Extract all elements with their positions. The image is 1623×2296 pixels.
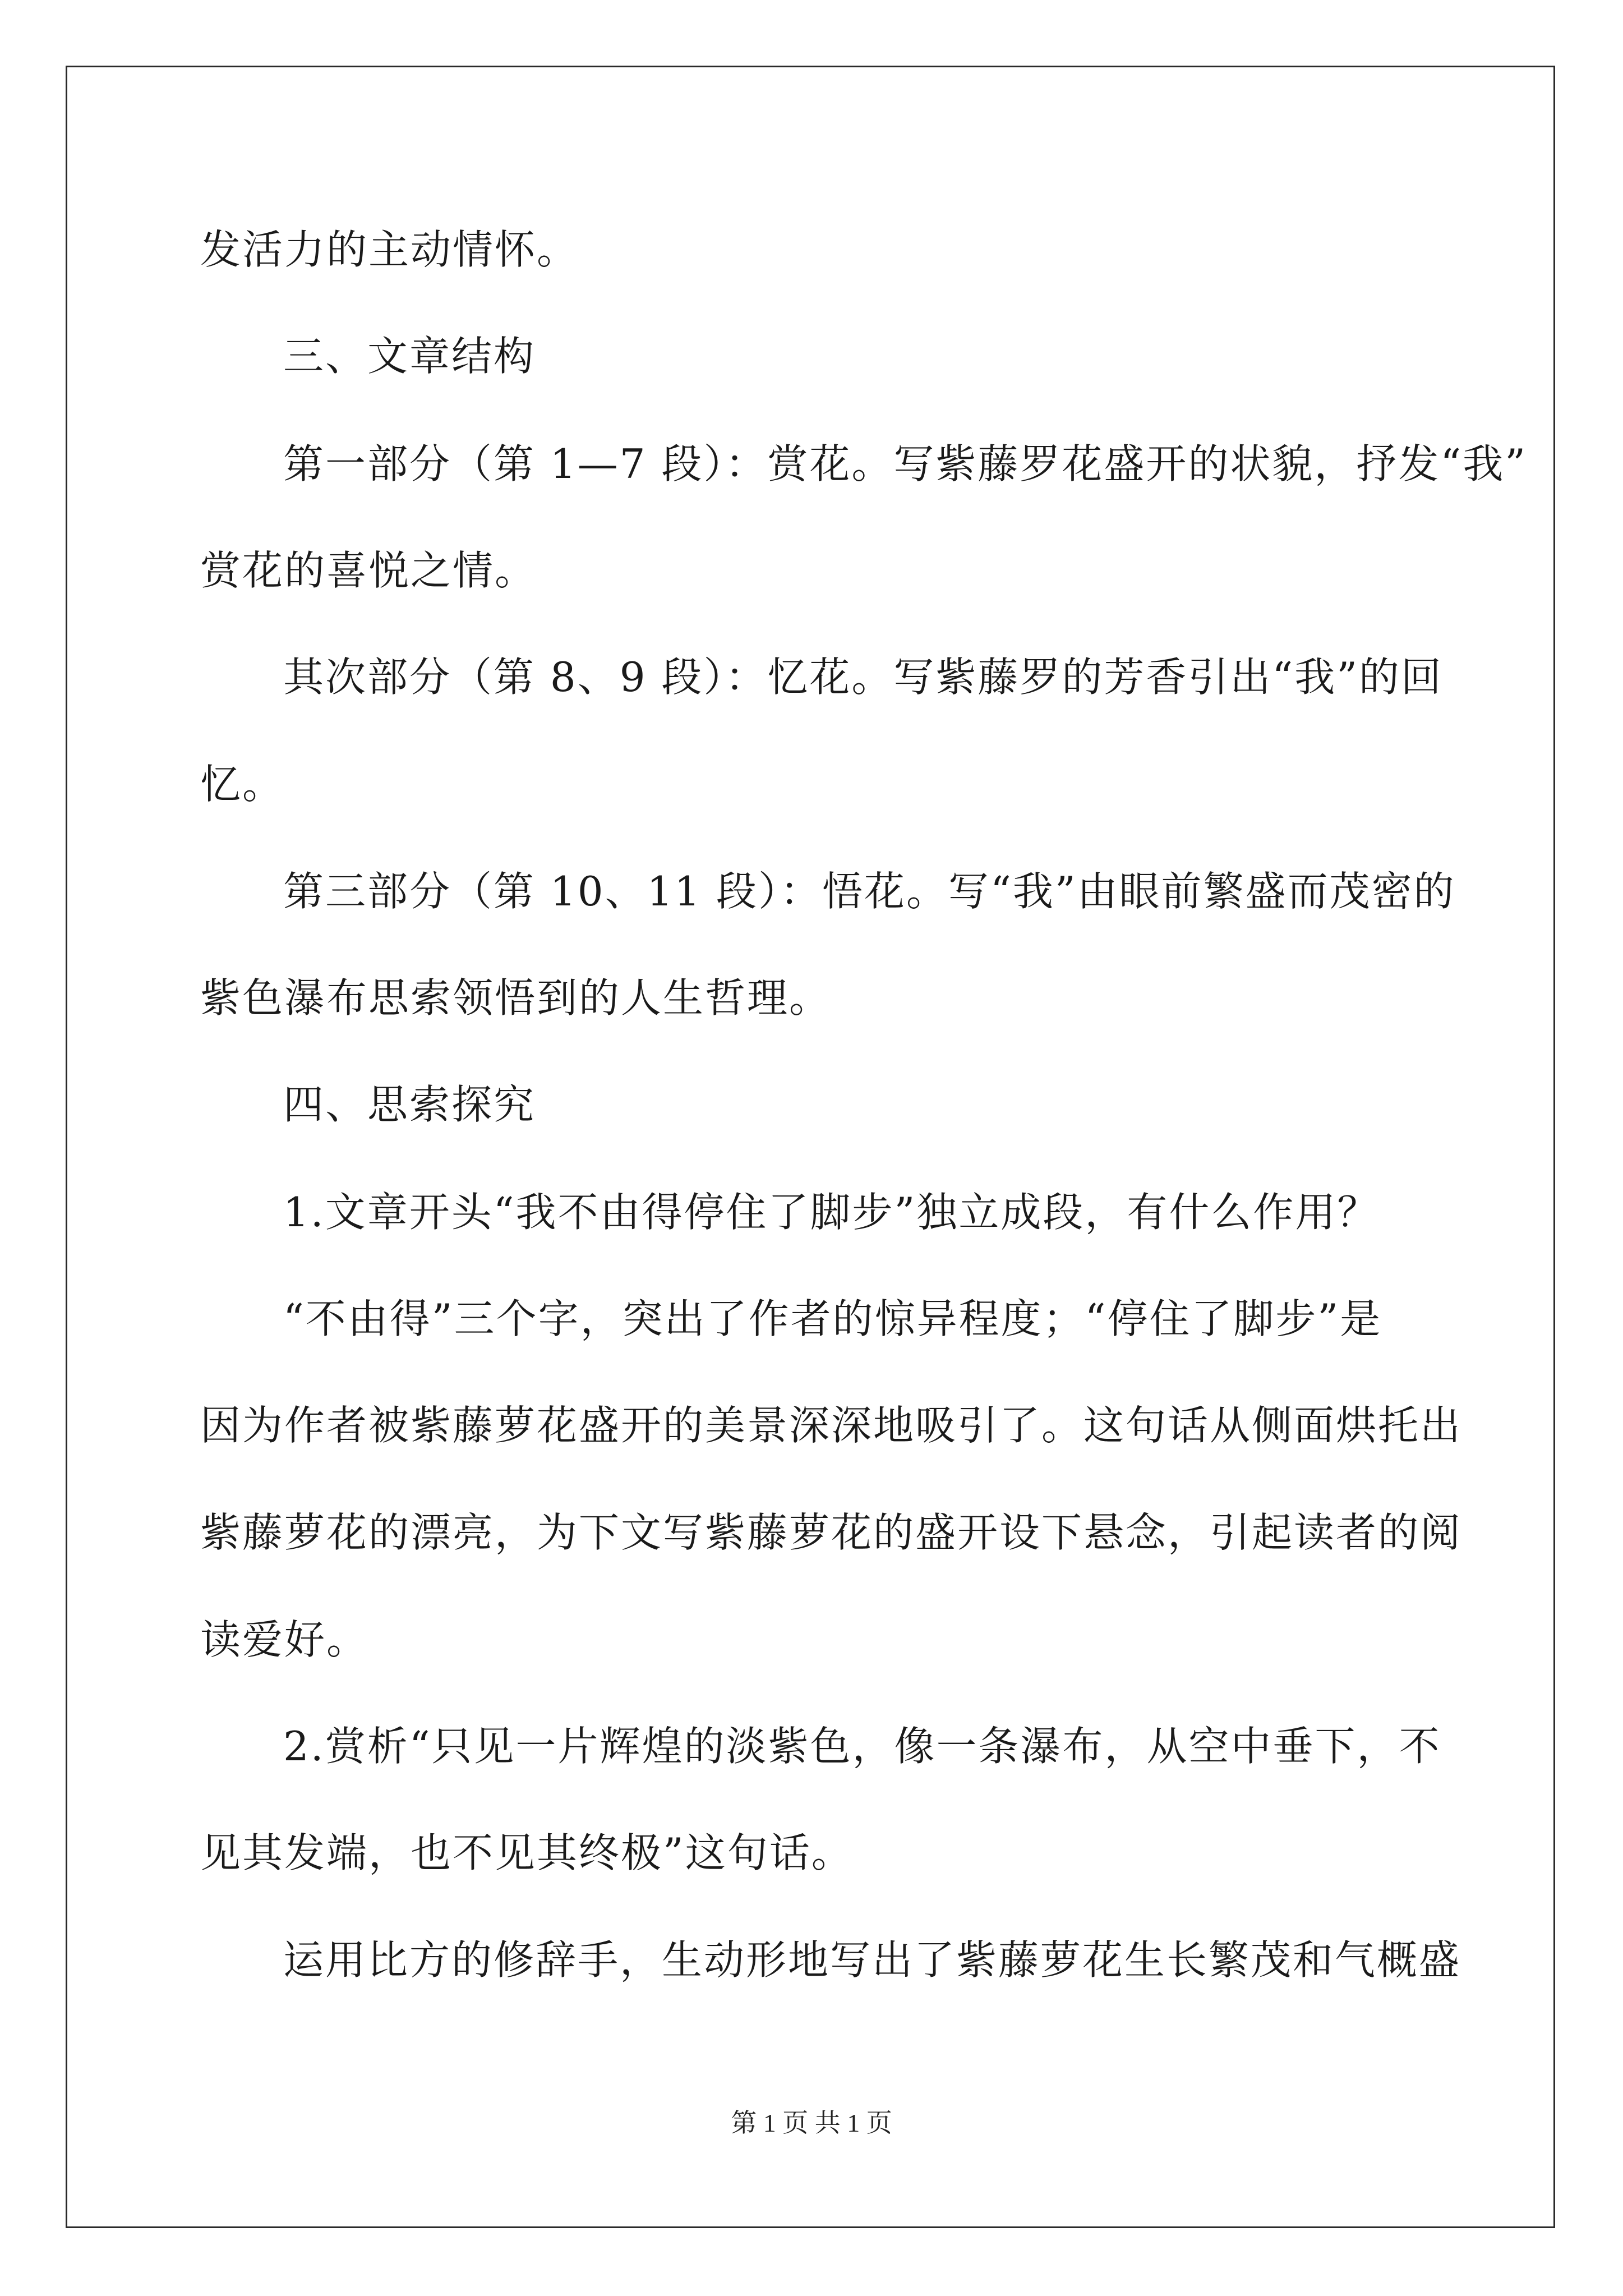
text-line: 忆。: [200, 761, 285, 808]
text-line: 见其发端，也不见其终极”这句话。: [200, 1829, 854, 1876]
text-line: 其次部分（第 8、9 段）：忆花。写紫藤罗的芳香引出“我”的回: [283, 654, 1444, 701]
text-line: 因为作者被紫藤萝花盛开的美景深深地吸引了。这句话从侧面烘托出: [200, 1402, 1463, 1449]
text-line: 读爱好。: [200, 1616, 369, 1663]
text-line: 运用比方的修辞手，生动形地写出了紫藤萝花生长繁茂和气概盛: [283, 1936, 1461, 1984]
question-1: 1.文章开头“我不由得停住了脚步”独立成段，有什么作用？: [283, 1189, 1380, 1236]
page-number: 第 1 页 共 1 页: [731, 2109, 892, 2137]
text-line: 赏花的喜悦之情。: [200, 547, 537, 594]
question-2: 2.赏析“只见一片辉煌的淡紫色，像一条瀑布，从空中垂下，不: [283, 1723, 1441, 1770]
text-line: 第三部分（第 10、11 段）：悟花。写“我”由眼前繁盛而茂密的: [283, 868, 1456, 915]
text-line: 紫色瀑布思索领悟到的人生哲理。: [200, 974, 832, 1022]
page-border: [66, 66, 1555, 2228]
section-heading-inquiry: 四、思索探究: [283, 1081, 536, 1128]
text-line: 紫藤萝花的漂亮，为下文写紫藤萝花的盛开设下悬念，引起读者的阅: [200, 1509, 1463, 1556]
text-line: “不由得”三个字，突出了作者的惊异程度；“停住了脚步”是: [283, 1295, 1382, 1342]
text-line: 发活力的主动情怀。: [200, 226, 579, 273]
section-heading-structure: 三、文章结构: [283, 333, 536, 380]
text-line: 第一部分（第 1—7 段）：赏花。写紫藤罗花盛开的状貌，抒发“我”: [283, 440, 1528, 487]
